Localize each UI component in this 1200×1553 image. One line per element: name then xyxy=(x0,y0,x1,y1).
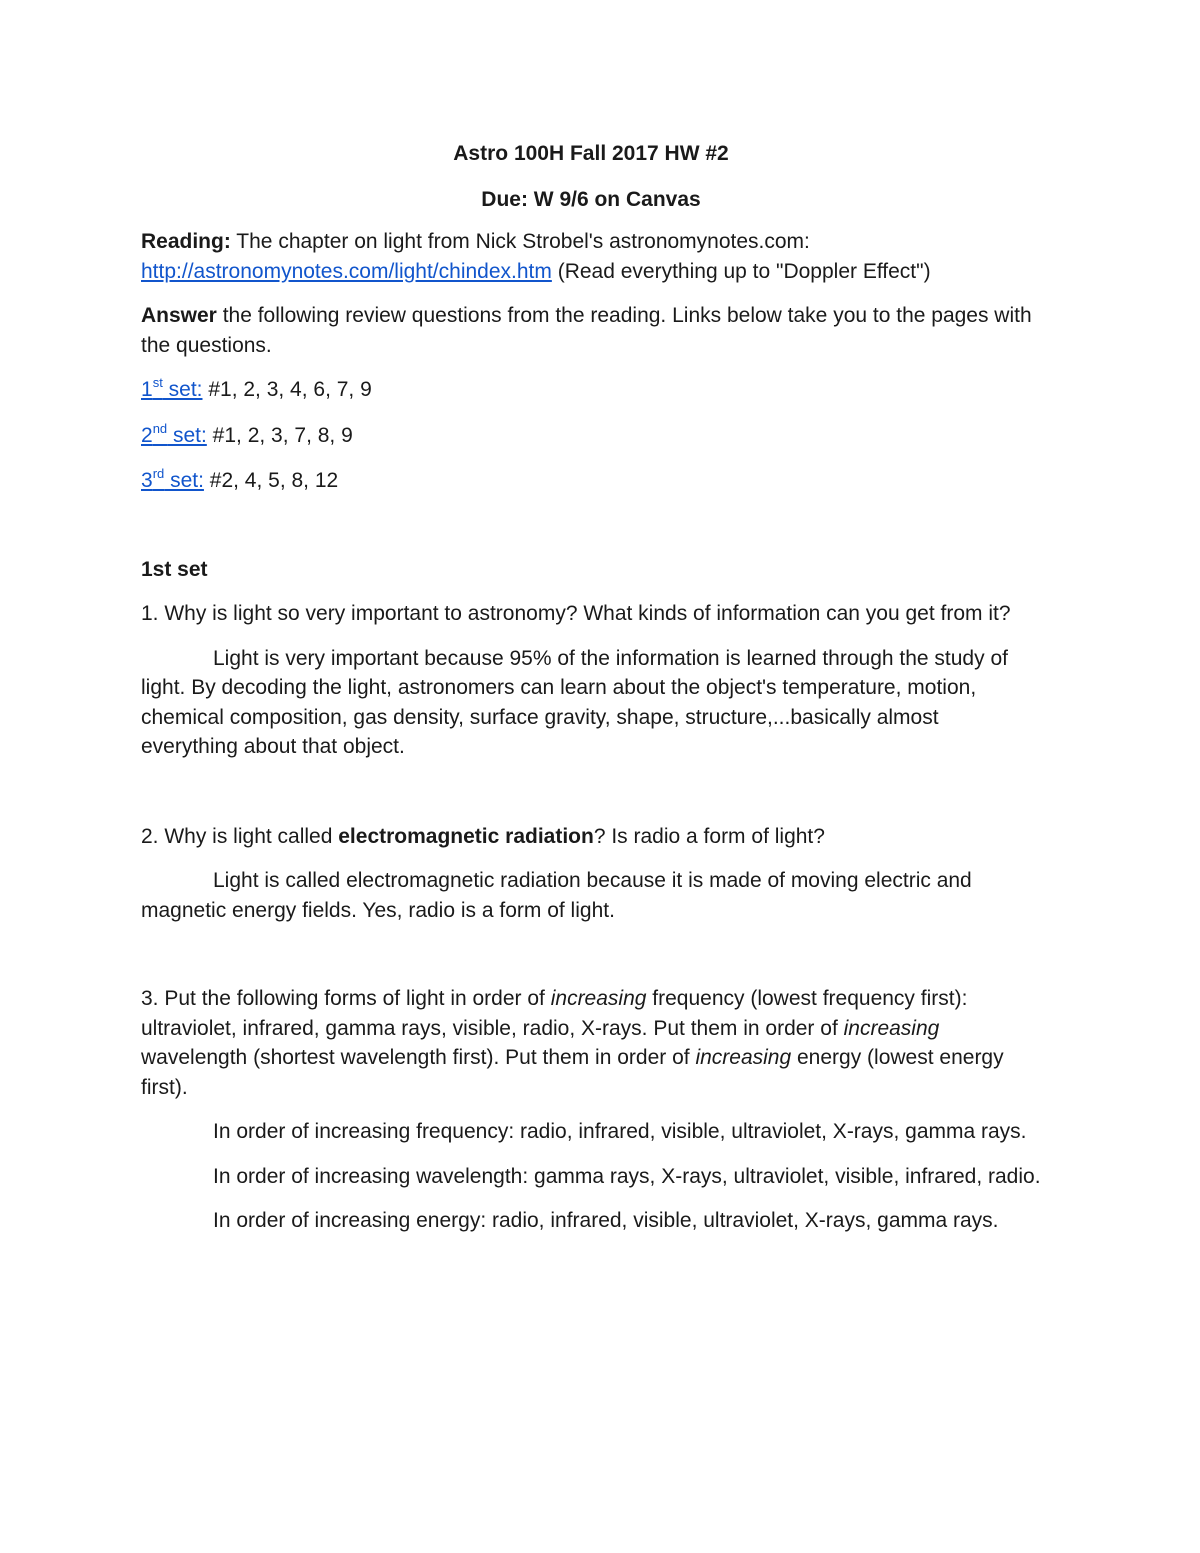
set-questions-1: #1, 2, 3, 4, 6, 7, 9 xyxy=(202,378,372,401)
answer-paragraph xyxy=(141,301,1041,360)
reading-label: Reading: xyxy=(141,230,231,253)
due-date: Due: W 9/6 on Canvas xyxy=(481,187,701,211)
set-link-3[interactable]: 3rd set: xyxy=(141,466,204,492)
reading-paragraph xyxy=(141,227,1041,286)
answer-1: Light is very important because 95% of the information is learned through the study of light. By decoding the light, astronomers can learn about the object's temperature, motion, chemical composition, gas density, surface gravity, shape, structure,...basically almost everything about that object. xyxy=(141,646,1008,758)
set-link-1[interactable]: 1st set: xyxy=(141,375,203,401)
reading-link[interactable]: http://astronomynotes.com/light/chindex.htm xyxy=(141,259,552,283)
set-link-2[interactable]: 2nd set: xyxy=(141,420,207,447)
question-2: 2. Why is light called electromagnetic radiation? Is radio a form of light? xyxy=(141,824,825,848)
answer-2: Light is called electromagnetic radiation because it is made of moving electric and magnetic energy fields. Yes, radio is a form of light. xyxy=(141,869,972,922)
document-page xyxy=(141,139,1041,1236)
answer-3-energy: In order of increasing energy: radio, infrared, visible, ultraviolet, X-rays, gamma rays. xyxy=(213,1209,999,1232)
question-1: 1. Why is light so very important to astronomy? What kinds of information can you get from it? xyxy=(141,602,1011,625)
reading-text: The chapter on light from Nick Strobel's astronomynotes.com: xyxy=(230,230,810,253)
answer-label: Answer xyxy=(141,304,217,327)
answer-text: the following review questions from the reading. Links below take you to the pages with the questions. xyxy=(141,304,1032,357)
term-electromagnetic-radiation: electromagnetic radiation xyxy=(338,824,594,848)
set-questions-3: #2, 4, 5, 8, 12 xyxy=(203,469,339,492)
set-questions-2: #1, 2, 3, 7, 8, 9 xyxy=(206,423,353,447)
question-3: 3. Put the following forms of light in order of increasing frequency (lowest frequency first): ultraviolet, infrared, gamma rays, visible, radio, X-rays. Put them in order of increasing wavelength (shortest wavelength first). Put them in order of increasing energy (lowest energy first). xyxy=(141,987,1004,1099)
set-line-3 xyxy=(141,466,1041,496)
reading-after-link: (Read everything up to "Doppler Effect") xyxy=(551,259,931,283)
answer-3-frequency: In order of increasing frequency: radio, infrared, visible, ultraviolet, X-rays, gamma rays. xyxy=(213,1120,1027,1143)
document-title: Astro 100H Fall 2017 HW #2 xyxy=(453,142,729,165)
section-heading: 1st set xyxy=(141,557,208,581)
set-line-1 xyxy=(141,375,1041,405)
set-line-2 xyxy=(141,421,1041,451)
answer-3-wavelength: In order of increasing wavelength: gamma rays, X-rays, ultraviolet, visible, infrared, radio. xyxy=(213,1164,1041,1188)
